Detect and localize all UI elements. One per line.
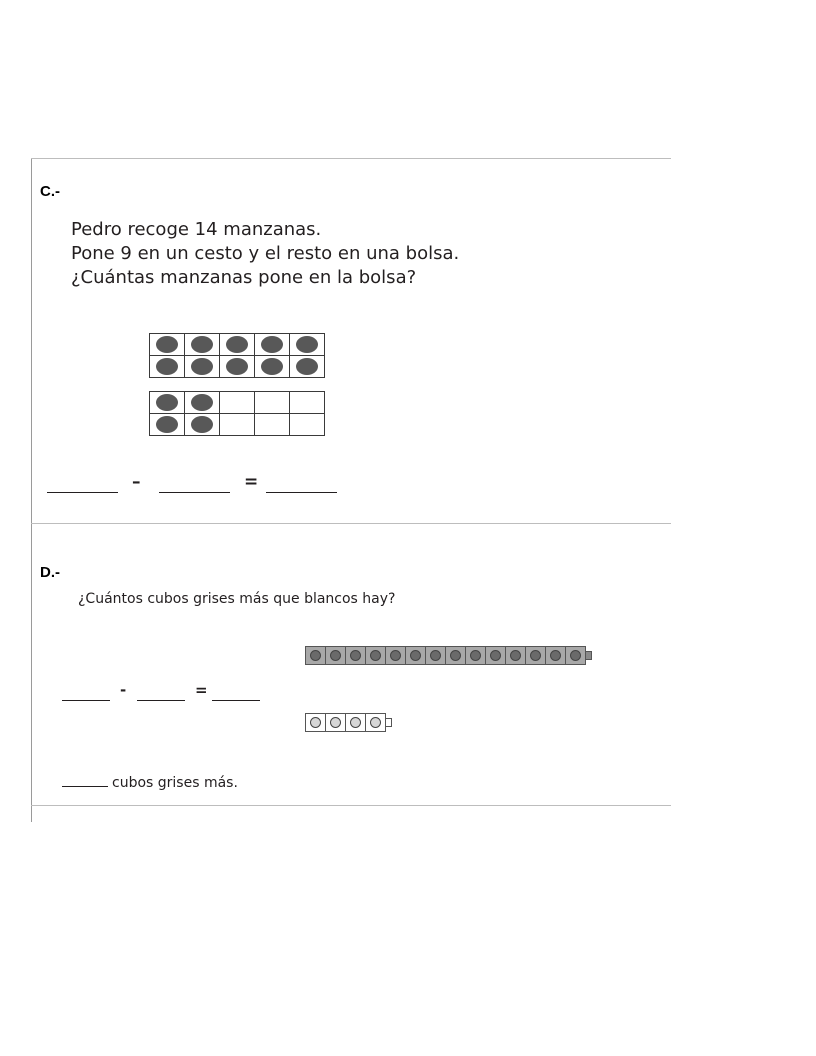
counter-dot — [261, 358, 283, 375]
gray-cube — [425, 646, 446, 665]
ten-frame-cell — [185, 392, 220, 414]
white-cube — [345, 713, 366, 732]
white-cube-rod — [305, 713, 392, 732]
problem-line-3: ¿Cuántas manzanas pone en la bolsa? — [71, 267, 417, 288]
gray-cube — [445, 646, 466, 665]
ten-frame-cell — [290, 414, 325, 436]
minus-sign-d: - — [120, 681, 127, 699]
gray-cube — [505, 646, 526, 665]
section-c-label: C.- — [40, 183, 60, 200]
counter-dot — [296, 336, 318, 353]
ten-frame-cell — [220, 334, 255, 356]
ten-frame-bottom — [149, 391, 325, 436]
top-divider — [31, 158, 671, 159]
counter-dot — [296, 358, 318, 375]
ten-frame-cell — [255, 334, 290, 356]
white-rod-connector — [385, 718, 392, 727]
problem-line-1: Pedro recoge 14 manzanas. — [71, 219, 322, 240]
counter-dot — [191, 336, 213, 353]
ten-frame-cell — [185, 334, 220, 356]
gray-cube — [305, 646, 326, 665]
equals-sign-d: = — [195, 681, 208, 699]
gray-cube — [345, 646, 366, 665]
counter-dot — [156, 336, 178, 353]
gray-cube-rod — [305, 646, 592, 665]
section-d-question: ¿Cuántos cubos grises más que blancos hay? — [78, 591, 396, 607]
ten-frame-cell — [220, 356, 255, 378]
ten-frame-cell — [290, 334, 325, 356]
gray-cube — [545, 646, 566, 665]
ten-frame-cell — [150, 334, 185, 356]
ten-frame-cell — [255, 392, 290, 414]
problem-line-2: Pone 9 en un cesto y el resto en una bolsa. — [71, 243, 460, 264]
ten-frame-cell — [150, 392, 185, 414]
ten-frame-cell — [255, 356, 290, 378]
ten-frame-cell — [150, 356, 185, 378]
ten-frame-cell — [185, 414, 220, 436]
ten-frame-cell — [185, 356, 220, 378]
counter-dot — [156, 416, 178, 433]
minus-sign: – — [132, 472, 141, 492]
gray-cube — [325, 646, 346, 665]
ten-frame-cell — [150, 414, 185, 436]
answer-blank-1[interactable] — [47, 492, 118, 493]
counter-dot — [261, 336, 283, 353]
counter-dot — [191, 394, 213, 411]
answer-blank-5[interactable] — [137, 700, 185, 701]
gray-rod-connector — [585, 651, 592, 660]
white-cube — [305, 713, 326, 732]
answer-blank-6[interactable] — [212, 700, 260, 701]
gray-cube — [465, 646, 486, 665]
answer-blank-2[interactable] — [159, 492, 230, 493]
gray-cube — [405, 646, 426, 665]
white-cube — [365, 713, 386, 732]
ten-frame-cell — [220, 392, 255, 414]
gray-cube — [385, 646, 406, 665]
gray-cube — [525, 646, 546, 665]
section-d-answer — [62, 774, 238, 791]
counter-dot — [156, 358, 178, 375]
ten-frame-cell — [220, 414, 255, 436]
ten-frame-cell — [290, 356, 325, 378]
answer-blank-4[interactable] — [62, 700, 110, 701]
counter-dot — [191, 358, 213, 375]
counter-dot — [156, 394, 178, 411]
counter-dot — [226, 358, 248, 375]
gray-cube — [485, 646, 506, 665]
answer-suffix: cubos grises más. — [112, 775, 238, 791]
equals-sign: = — [244, 472, 259, 492]
counter-dot — [191, 416, 213, 433]
ten-frame-top — [149, 333, 325, 378]
section-d-label: D.- — [40, 564, 60, 581]
bottom-divider — [31, 805, 671, 806]
answer-blank-3[interactable] — [266, 492, 337, 493]
ten-frame-cell — [290, 392, 325, 414]
gray-cube — [565, 646, 586, 665]
gray-cube — [365, 646, 386, 665]
section-c-problem — [71, 218, 459, 290]
middle-divider — [31, 523, 671, 524]
counter-dot — [226, 336, 248, 353]
answer-blank-7[interactable] — [62, 774, 108, 787]
white-cube — [325, 713, 346, 732]
ten-frame-cell — [255, 414, 290, 436]
